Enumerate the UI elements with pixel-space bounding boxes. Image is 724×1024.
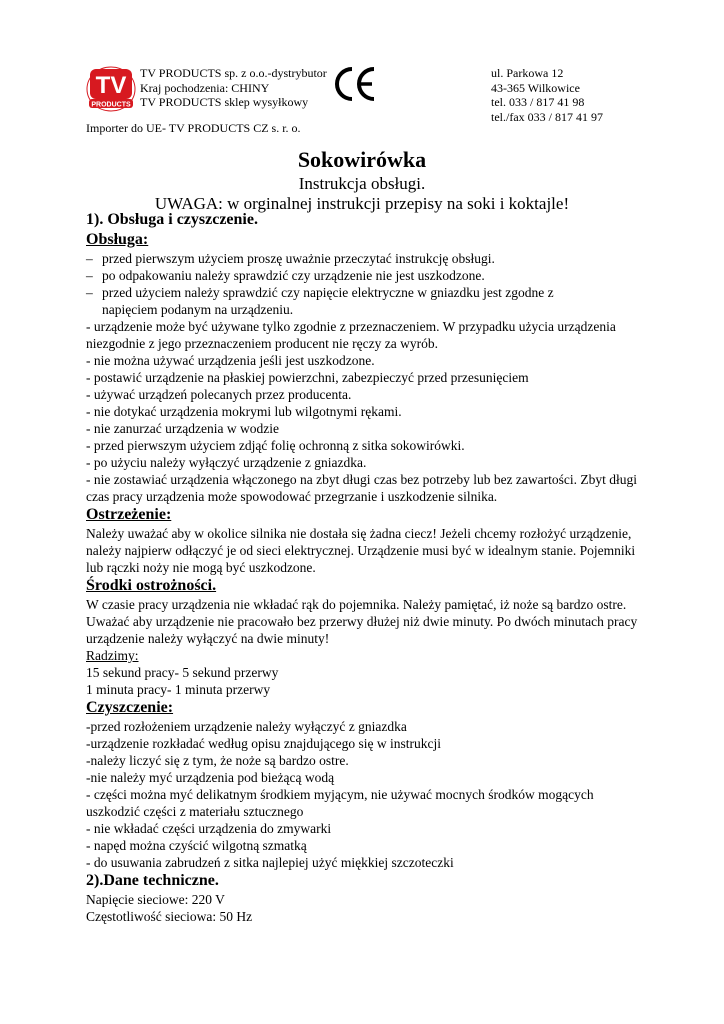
list-item: - postawić urządzenie na płaskiej powierzchni, zabezpieczyć przed przesunięciem	[86, 370, 529, 385]
list-item: – przed pierwszym użyciem proszę uważnie przeczytać instrukcję obsługi.	[86, 251, 495, 266]
document-title: Sokowirówka	[297, 147, 427, 172]
tv-products-logo	[86, 66, 136, 112]
list-item: - nie wkładać części urządzenia do zmywarki	[86, 821, 332, 836]
list-item: - urządzenie może być używane tylko zgodnie z przeznaczeniem. W przypadku użycia urządzenia niezgodnie z jego przeznaczeniem producent nie ręczy za wyrób.	[86, 319, 616, 351]
importer-line: Importer do UE- TV PRODUCTS CZ s. r. o.	[86, 121, 301, 135]
list-item: - nie zostawiać urządzenia włączonego na zbyt długi czas bez potrzeby lub bez zawartości. Zbyt długi czas pracy urządzenia może spowodować przegrzanie i uszkodzenie silnika.	[86, 472, 638, 504]
radzimy-label: Radzimy:	[86, 648, 139, 663]
advice-line: 1 minuta pracy- 1 minuta przerwy	[86, 682, 271, 697]
list-item: - do usuwania zabrudzeń z sitka najlepiej użyć miękkiej szczoteczki	[86, 855, 454, 870]
list-item: – przed użyciem należy sprawdzić czy napięcie elektryczne w gniazdku jest zgodne z napięciem podanym na urządzeniu.	[86, 285, 554, 317]
company-line: TV PRODUCTS sklep wysyłkowy	[140, 95, 309, 109]
section-heading-obsluga-czyszczenie: 1). Obsługa i czyszczenie.	[86, 211, 258, 228]
list-item: - napęd można czyścić wilgotną szmatką	[86, 838, 307, 853]
list-item: - po użyciu należy wyłączyć urządzenie z gniazdka.	[86, 455, 367, 470]
list-item: -należy liczyć się z tym, że noże są bardzo ostre.	[86, 753, 349, 768]
document-warning: UWAGA: w orginalnej instrukcji przepisy na soki i koktajle!	[154, 194, 570, 213]
list-item: -urządzenie rozkładać według opisu znajdującego się w instrukcji	[86, 736, 441, 751]
spec-line: Częstotliwość sieciowa: 50 Hz	[86, 909, 253, 924]
paragraph: W czasie pracy urządzenia nie wkładać rąk do pojemnika. Należy pamiętać, iż noże są bardzo ostre.	[86, 597, 627, 612]
list-item: - używać urządzeń polecanych przez producenta.	[86, 387, 352, 402]
subheading-czyszczenie: Czyszczenie:	[86, 699, 174, 716]
company-line: Kraj pochodzenia: CHINY	[140, 80, 270, 95]
list-item: -nie należy myć urządzenia pod bieżącą wodą	[86, 770, 335, 785]
ce-mark-icon	[333, 65, 377, 103]
subheading-obsluga: Obsługa:	[86, 231, 149, 248]
list-item: - przed pierwszym użyciem zdjąć folię ochronną z sitka sokowirówki.	[86, 438, 465, 453]
bullet-dash: –	[86, 251, 93, 266]
bullet-dash: –	[86, 268, 93, 283]
paragraph: Uważać aby urządzenie nie pracowało bez przerwy dłużej niż dwie minuty. Po dwóch minutach pracy urządzenie należy wyłączyć na dwie minuty!	[86, 614, 638, 646]
address-line: tel./fax 033 / 817 41 97	[491, 109, 603, 124]
advice-line: 15 sekund pracy- 5 sekund przerwy	[86, 665, 279, 680]
company-line: TV PRODUCTS sp. z o.o.-dystrybutor	[140, 66, 327, 80]
paragraph-ostrzezenie: Należy uważać aby w okolice silnika nie dostała się żadna ciecz! Jeżeli chcemy rozłożyć urządzenie, należy najpierw odłączyć je od sieci elektrycznej. Urządzenie musi być w idealnym stanie. Pojemniki lub rączki noży nie mogą być uszkodzone.	[86, 526, 636, 575]
bullet-dash: –	[86, 285, 93, 300]
list-item: - nie zanurzać urządzenia w wodzie	[86, 421, 280, 436]
section-heading-dane-techniczne: 2).Dane techniczne.	[86, 872, 219, 889]
address-line: 43-365 Wilkowice	[491, 80, 580, 95]
address-info	[491, 66, 603, 124]
company-info	[140, 66, 327, 110]
subheading-ostrzezenie: Ostrzeżenie:	[86, 506, 172, 523]
list-item: -przed rozłożeniem urządzenie należy wyłączyć z gniazdka	[86, 719, 407, 734]
document-subtitle: Instrukcja obsługi.	[298, 174, 426, 193]
spec-line: Napięcie sieciowe: 220 V	[86, 892, 225, 907]
svg-text:TV: TV	[95, 72, 127, 99]
address-line: ul. Parkowa 12	[491, 66, 564, 80]
subheading-srodki-ostroznosci: Środki ostrożności.	[86, 577, 217, 594]
list-item: - części można myć delikatnym środkiem myjącym, nie używać mocnych środków mogących uszkodzić części z materiału sztucznego	[86, 787, 594, 819]
list-item: - nie można używać urządzenia jeśli jest uszkodzone.	[86, 353, 375, 368]
address-line: tel. 033 / 817 41 98	[491, 95, 585, 109]
svg-text:PRODUCTS: PRODUCTS	[91, 101, 131, 109]
list-item: - nie dotykać urządzenia mokrymi lub wilgotnymi rękami.	[86, 404, 402, 419]
document-body	[86, 210, 646, 925]
list-item: – po odpakowaniu należy sprawdzić czy urządzenie nie jest uszkodzone.	[86, 268, 485, 283]
